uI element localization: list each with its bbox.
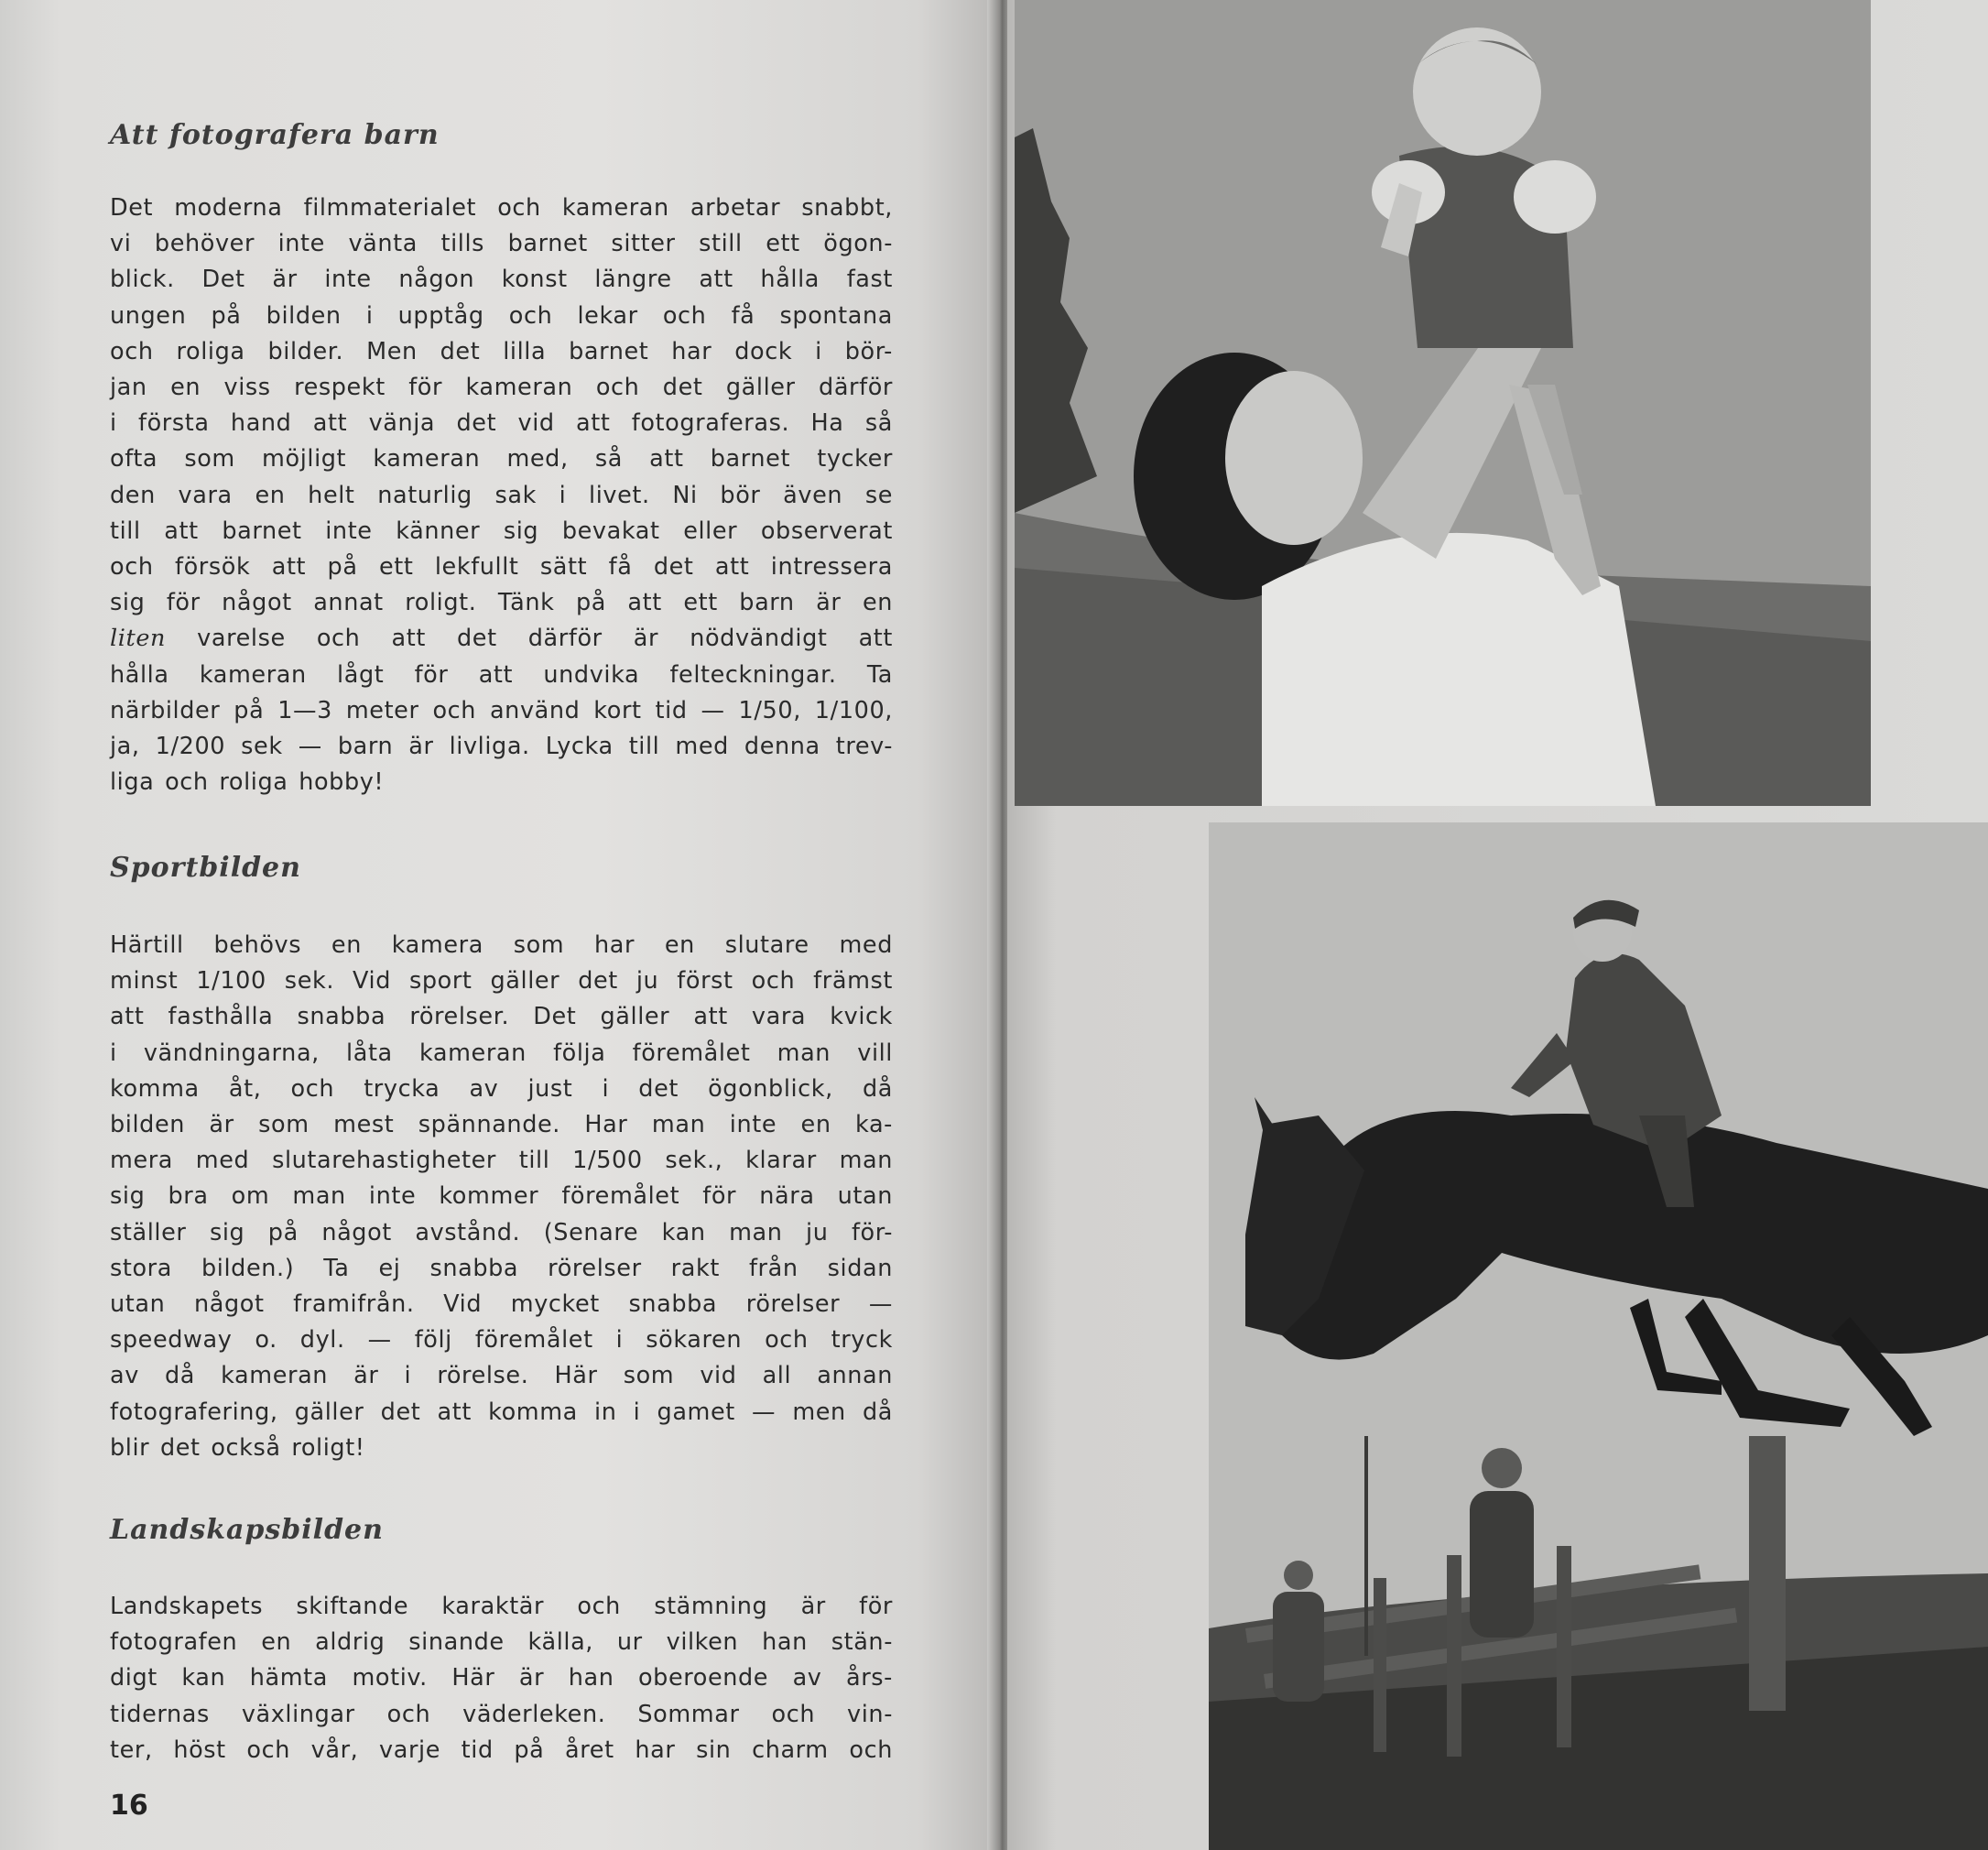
emphasis-word: liten [110,625,167,653]
text-fragment: varelse och att det därför är nödvändigt att [197,625,893,653]
text-line: minst 1/100 sek. Vid sport gäller det ju först och främst [110,967,893,996]
text-line: bilden är som mest spännande. Har man inte en ka- [110,1111,893,1139]
paragraph [110,190,893,800]
text-line: sig bra om man inte kommer föremålet för nära utan [110,1182,893,1211]
text-line: sig för något annat roligt. Tänk på att ett barn är en [110,589,893,617]
text-line: närbilder på 1—3 meter och använd kort tid — 1/50, 1/100, [110,696,893,724]
text-line: den vara en helt naturlig sak i livet. Ni bör även se [110,481,893,509]
section-sport [110,852,893,884]
text-line: till att barnet inte känner sig bevakat eller observerat [110,517,893,545]
section-heading: Att fotografera barn [110,119,440,151]
text-line: att fasthålla snabba rörelser. Det gäller att vara kvick [110,1003,893,1031]
text-line: Landskapets skiftande karaktär och stämning är för [110,1593,893,1620]
text-line: stora bilden.) Ta ej snabba rörelser rakt från sidan [110,1254,893,1282]
text-line: vi behöver inte vänta tills barnet sitter still ett ögon- [110,230,893,258]
text-line: ter, höst och vår, varje tid på året har sin charm och [110,1736,893,1764]
paragraph [110,928,893,1466]
photo-illustration [1015,0,1871,806]
section-heading: Landskapsbilden [110,1514,384,1546]
text-line: speedway o. dyl. — följ föremålet i sökaren och tryck [110,1326,893,1355]
section-landscape-body [110,1589,893,1768]
text-line: ja, 1/200 sek — barn är livliga. Lycka till med denna trev- [110,733,893,761]
section-landscape [110,1514,893,1546]
text-line: digt kan hämta motiv. Här är han oberoende av års- [110,1664,893,1692]
text-line: i första hand att vänja det vid att fotograferas. Ha så [110,409,893,438]
text-line: och roliga bilder. Men det lilla barnet har dock i bör- [110,337,893,365]
photo-illustration [1209,822,1988,1850]
text-line: ungen på bilden i upptåg och lekar och få spontana [110,301,893,330]
text-line: Härtill behövs en kamera som har en slutare med [110,931,893,959]
text-line: blir det också roligt! [110,1433,365,1462]
text-line: komma åt, och trycka av just i det ögonblick, då [110,1074,893,1103]
text-line-with-emphasis [110,621,893,657]
text-line: utan något framifrån. Vid mycket snabba rörelser — [110,1290,893,1319]
text-line: och försök att på ett lekfullt sätt få det att intressera [110,553,893,582]
section-children-body [110,190,893,800]
text-line: ofta som möjligt kameran med, så att barnet tycker [110,445,893,473]
text-line: blick. Det är inte någon konst längre att hålla fast [110,266,893,294]
text-line: hålla kameran lågt för att undvika felteckningar. Ta [110,660,893,689]
section-sport-body [110,928,893,1466]
page-number: 16 [110,1790,148,1822]
text-line: fotografen en aldrig sinande källa, ur vilken han stän- [110,1628,893,1657]
section-heading: Sportbilden [110,852,301,884]
text-line: Det moderna filmmaterialet och kameran arbetar snabbt, [110,194,893,222]
section-children [110,119,893,151]
paragraph [110,1589,893,1768]
text-line: av då kameran är i rörelse. Här som vid all annan [110,1362,893,1390]
text-line: tidernas växlingar och väderleken. Sommar och vin- [110,1700,893,1728]
text-line: fotografering, gäller det att komma in i gamet — men då [110,1398,893,1426]
photo-mother-lifting-child [1015,0,1871,806]
text-line: liga och roliga hobby! [110,768,385,797]
text-line: jan en viss respekt för kameran och det gäller därför [110,374,893,402]
text-line: ställer sig på något avstånd. (Senare kan man ju för- [110,1218,893,1246]
text-line: mera med slutarehastigheter till 1/500 sek., klarar man [110,1147,893,1175]
text-line: i vändningarna, låta kameran följa föremålet man vill [110,1039,893,1067]
photo-horse-jumping-fence [1209,822,1988,1850]
